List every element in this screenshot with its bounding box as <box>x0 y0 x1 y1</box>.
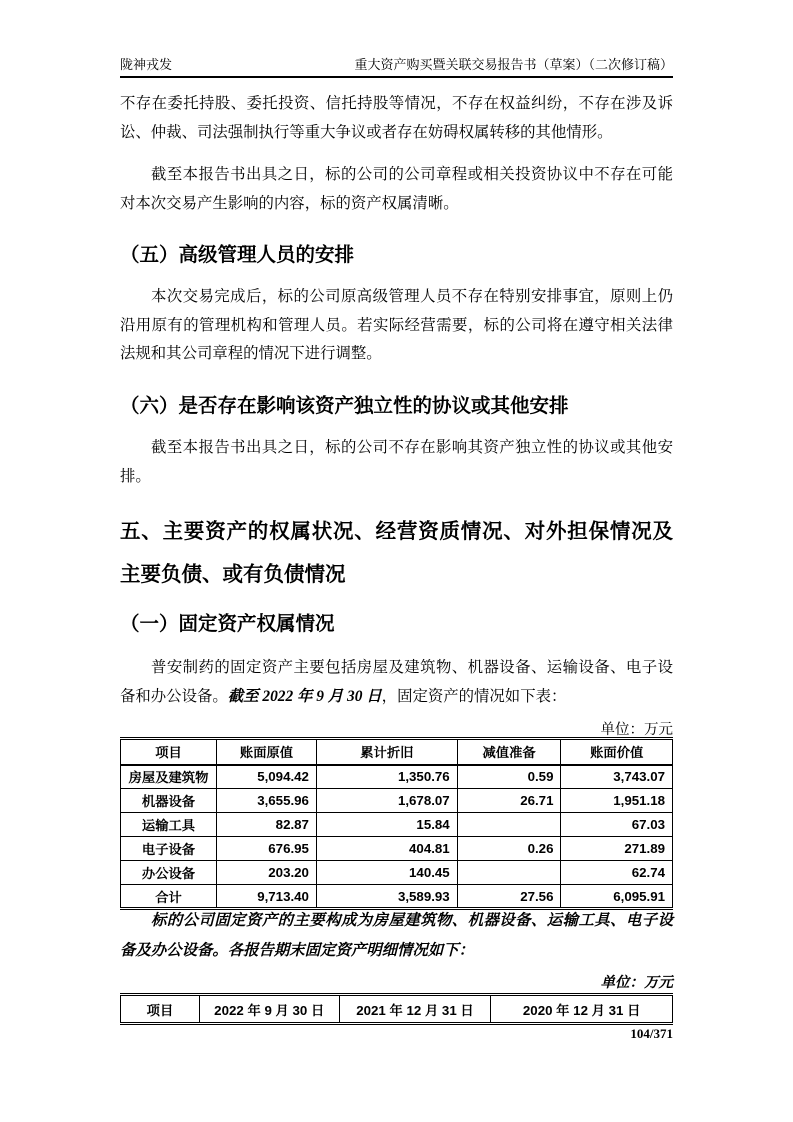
table-header-cell: 2020 年 12 月 31 日 <box>491 995 673 1024</box>
table-header-cell: 账面原值 <box>217 739 317 765</box>
table-cell: 27.56 <box>457 885 561 909</box>
header-report-title: 重大资产购买暨关联交易报告书（草案）（二次修订稿） <box>354 57 673 72</box>
table-header-cell: 2021 年 12 月 31 日 <box>339 995 491 1024</box>
table-cell: 3,655.96 <box>217 789 317 813</box>
page-header <box>120 52 673 78</box>
table-cell: 机器设备 <box>121 789 217 813</box>
header-company-name: 陇神戎发 <box>120 57 173 72</box>
table-cell: 3,589.93 <box>316 885 457 909</box>
table-cell: 合计 <box>121 885 217 909</box>
table-cell: 房屋及建筑物 <box>121 765 217 789</box>
table-row <box>121 765 673 789</box>
table-cell: 9,713.40 <box>217 885 317 909</box>
table-cell: 67.03 <box>561 813 673 837</box>
table-total-row <box>121 885 673 909</box>
table-cell: 203.20 <box>217 861 317 885</box>
fixed-assets-table <box>120 737 673 910</box>
table-cell: 82.87 <box>217 813 317 837</box>
table-header-cell: 减值准备 <box>457 739 561 765</box>
table-cell: 62.74 <box>561 861 673 885</box>
table-cell: 6,095.91 <box>561 885 673 909</box>
table-cell: 1,678.07 <box>316 789 457 813</box>
table-cell: 140.45 <box>316 861 457 885</box>
page-number: 104/371 <box>630 1026 673 1041</box>
table-cell: 1,951.18 <box>561 789 673 813</box>
table-row <box>121 861 673 885</box>
section-heading-asset-independence: （六）是否存在影响该资产独立性的协议或其他安排 <box>120 395 569 417</box>
table-row <box>121 837 673 861</box>
table-cell: 676.95 <box>217 837 317 861</box>
paragraph-ownership-continuation: 不存在委托持股、委托投资、信托持股等情况，不存在权益纠纷，不存在涉及诉讼、仲裁、司法强制执行等重大争议或者存在妨碍权属转移的其他情形。 <box>120 95 673 141</box>
table-header-cell: 2022 年 9 月 30 日 <box>199 995 339 1024</box>
table-row <box>121 813 673 837</box>
table-header-row <box>121 995 673 1024</box>
unit-label-table2: 单位：万元 <box>600 975 673 991</box>
table-cell: 15.84 <box>316 813 457 837</box>
table-cell: 26.71 <box>457 789 561 813</box>
fixed-assets-asof-date: 截至 2022 年 9 月 30 日 <box>227 687 382 705</box>
table-cell <box>457 813 561 837</box>
table-cell: 0.59 <box>457 765 561 789</box>
table-header-row <box>121 739 673 765</box>
fixed-assets-intro-text: 普安制药的固定资产主要包括房屋及建筑物、机器设备、运输设备、电子设备和办公设备。 <box>120 659 673 705</box>
section-heading-fixed-assets: （一）固定资产权属情况 <box>120 613 335 635</box>
table-cell: 5,094.42 <box>217 765 317 789</box>
paragraph-fixed-assets-intro <box>120 654 673 711</box>
table-header-cell: 累计折旧 <box>316 739 457 765</box>
fixed-assets-detail-table <box>120 993 673 1025</box>
paragraph-independence-statement: 截至本报告书出具之日，标的公司不存在影响其资产独立性的协议或其他安排。 <box>120 439 673 485</box>
table-header-cell: 项目 <box>121 739 217 765</box>
table-row <box>121 789 673 813</box>
fixed-assets-intro-tail: ，固定资产的情况如下表： <box>381 687 567 705</box>
table-cell: 运输工具 <box>121 813 217 837</box>
unit-label-table1: 单位：万元 <box>600 722 673 738</box>
table-header-cell: 账面价值 <box>561 739 673 765</box>
paragraph-charter-statement: 截至本报告书出具之日，标的公司的公司章程或相关投资协议中不存在可能对本次交易产生影响的内容，标的资产权属清晰。 <box>120 166 673 212</box>
table-cell: 办公设备 <box>121 861 217 885</box>
table-cell: 0.26 <box>457 837 561 861</box>
table-header-cell: 项目 <box>121 995 200 1024</box>
table-cell: 1,350.76 <box>316 765 457 789</box>
paragraph-fixed-assets-composition: 标的公司固定资产的主要构成为房屋建筑物、机器设备、运输工具、电子设备及办公设备。各报告期末固定资产明细情况如下： <box>120 912 673 959</box>
section-heading-senior-management: （五）高级管理人员的安排 <box>120 244 355 266</box>
paragraph-management-arrangement: 本次交易完成后，标的公司原高级管理人员不存在特别安排事宜，原则上仍沿用原有的管理机构和管理人员。若实际经营需要，标的公司将在遵守相关法律法规和其公司章程的情况下进行调整。 <box>120 288 673 362</box>
table-cell <box>457 861 561 885</box>
table-cell: 3,743.07 <box>561 765 673 789</box>
chapter-heading-major-assets: 五、主要资产的权属状况、经营资质情况、对外担保情况及主要负债、或有负债情况 <box>120 520 673 586</box>
table-cell: 271.89 <box>561 837 673 861</box>
table-cell: 404.81 <box>316 837 457 861</box>
table-cell: 电子设备 <box>121 837 217 861</box>
